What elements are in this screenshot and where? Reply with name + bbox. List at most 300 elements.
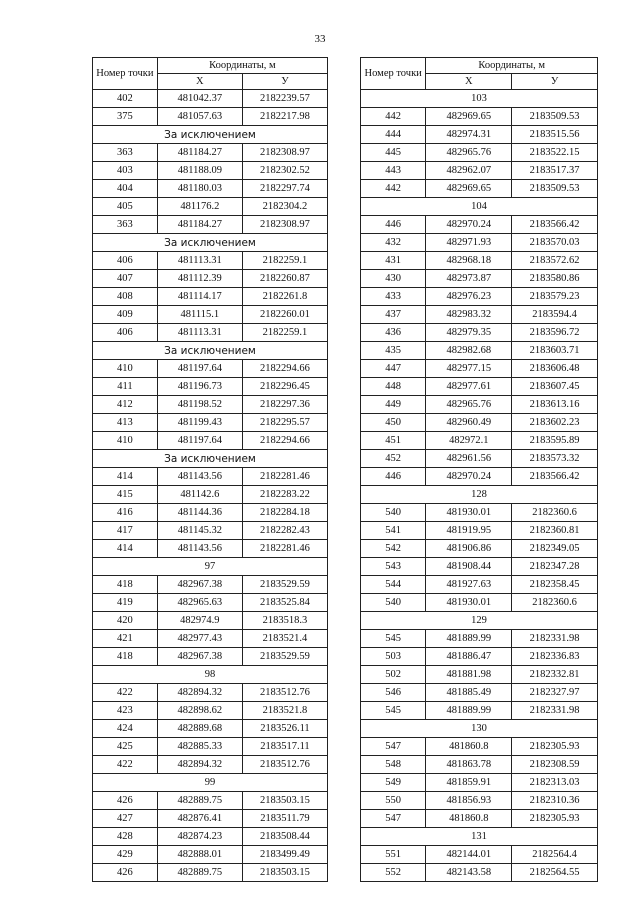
point-number-cell: 442: [361, 180, 426, 198]
section-label: 97: [93, 558, 328, 576]
table-row: [361, 288, 598, 306]
table-row: [361, 432, 598, 450]
x-coordinate-cell: 482876.41: [157, 810, 242, 828]
y-coordinate-cell: 2182310.36: [512, 792, 598, 810]
table-row: [93, 684, 328, 702]
y-coordinate-cell: 2182304.2: [242, 198, 327, 216]
x-coordinate-cell: 481919.95: [426, 522, 512, 540]
y-coordinate-cell: 2183526.11: [242, 720, 327, 738]
x-coordinate-cell: 481115.1: [157, 306, 242, 324]
page-number: 33: [314, 33, 326, 45]
y-coordinate-cell: 2183566.42: [512, 216, 598, 234]
point-number-cell: 435: [361, 342, 426, 360]
y-coordinate-cell: 2183570.03: [512, 234, 598, 252]
point-number-cell: 421: [93, 630, 158, 648]
table-row: [361, 360, 598, 378]
table-row: [361, 162, 598, 180]
x-coordinate-cell: 481930.01: [426, 504, 512, 522]
point-number-cell: 540: [361, 504, 426, 522]
point-number-cell: 413: [93, 414, 158, 432]
section-label: 130: [361, 720, 598, 738]
x-coordinate-cell: 481113.31: [157, 324, 242, 342]
point-number-cell: 446: [361, 468, 426, 486]
y-coordinate-cell: 2183606.48: [512, 360, 598, 378]
table-row: [361, 684, 598, 702]
point-number-cell: 436: [361, 324, 426, 342]
point-number-cell: 540: [361, 594, 426, 612]
x-coordinate-cell: 481860.8: [426, 738, 512, 756]
table-row: [93, 270, 328, 288]
y-coordinate-cell: 2183522.15: [512, 144, 598, 162]
y-coordinate-cell: 2182349.05: [512, 540, 598, 558]
y-coordinate-cell: 2182308.97: [242, 216, 327, 234]
y-coordinate-cell: 2183529.59: [242, 576, 327, 594]
x-coordinate-cell: 481143.56: [157, 468, 242, 486]
x-coordinate-cell: 481142.6: [157, 486, 242, 504]
table-row: [93, 486, 328, 504]
table-row: [361, 756, 598, 774]
table-row: [93, 594, 328, 612]
y-coordinate-cell: 2183579.23: [512, 288, 598, 306]
x-coordinate-cell: 481881.98: [426, 666, 512, 684]
x-coordinate-cell: 482976.23: [426, 288, 512, 306]
table-row: [93, 306, 328, 324]
table-row: [93, 144, 328, 162]
y-coordinate-cell: 2183499.49: [242, 846, 327, 864]
x-coordinate-cell: 482977.43: [157, 630, 242, 648]
table-row: [93, 252, 328, 270]
x-coordinate-cell: 482977.61: [426, 378, 512, 396]
y-coordinate-cell: 2183596.72: [512, 324, 598, 342]
y-coordinate-cell: 2182331.98: [512, 702, 598, 720]
x-coordinate-cell: 482965.76: [426, 396, 512, 414]
point-number-cell: 407: [93, 270, 158, 288]
table-row: [361, 576, 598, 594]
x-coordinate-cell: 481176.2: [157, 198, 242, 216]
point-number-cell: 551: [361, 846, 426, 864]
y-coordinate-cell: 2182295.57: [242, 414, 327, 432]
y-coordinate-cell: 2182305.93: [512, 738, 598, 756]
table-row: [361, 594, 598, 612]
y-coordinate-cell: 2183511.79: [242, 810, 327, 828]
point-number-cell: 448: [361, 378, 426, 396]
y-coordinate-cell: 2182260.87: [242, 270, 327, 288]
section-row: [93, 558, 328, 576]
point-number-cell: 446: [361, 216, 426, 234]
y-coordinate-cell: 2182336.83: [512, 648, 598, 666]
point-number-cell: 549: [361, 774, 426, 792]
x-column-header: X: [157, 74, 242, 90]
y-coordinate-cell: 2182327.97: [512, 684, 598, 702]
point-number-cell: 547: [361, 738, 426, 756]
table-row: [93, 810, 328, 828]
table-row: [361, 450, 598, 468]
y-coordinate-cell: 2183566.42: [512, 468, 598, 486]
table-row: [93, 108, 328, 126]
point-number-cell: 449: [361, 396, 426, 414]
point-number-cell: 431: [361, 252, 426, 270]
x-coordinate-cell: 482885.33: [157, 738, 242, 756]
table-row: [361, 414, 598, 432]
point-number-cell: 425: [93, 738, 158, 756]
table-row: [361, 810, 598, 828]
y-coordinate-cell: 2182308.59: [512, 756, 598, 774]
y-coordinate-cell: 2183580.86: [512, 270, 598, 288]
table-row: [93, 702, 328, 720]
section-row: [93, 234, 328, 252]
y-coordinate-cell: 2182360.81: [512, 522, 598, 540]
table-row: [93, 576, 328, 594]
y-coordinate-cell: 2183512.76: [242, 684, 327, 702]
section-row: [361, 828, 598, 846]
table-row: [93, 756, 328, 774]
section-row: [361, 486, 598, 504]
x-coordinate-cell: 481906.86: [426, 540, 512, 558]
y-coordinate-cell: 2182260.01: [242, 306, 327, 324]
y-coordinate-cell: 2182281.46: [242, 468, 327, 486]
point-number-cell: 417: [93, 522, 158, 540]
y-coordinate-cell: 2183517.37: [512, 162, 598, 180]
x-coordinate-cell: 481113.31: [157, 252, 242, 270]
point-number-cell: 503: [361, 648, 426, 666]
y-coordinate-cell: 2182297.74: [242, 180, 327, 198]
x-coordinate-cell: 482977.15: [426, 360, 512, 378]
y-coordinate-cell: 2182239.57: [242, 90, 327, 108]
point-number-cell: 543: [361, 558, 426, 576]
x-coordinate-cell: 482894.32: [157, 684, 242, 702]
y-coordinate-cell: 2183573.32: [512, 450, 598, 468]
y-coordinate-cell: 2182302.52: [242, 162, 327, 180]
x-coordinate-cell: 482898.62: [157, 702, 242, 720]
point-number-cell: 546: [361, 684, 426, 702]
y-coordinate-cell: 2182360.6: [512, 594, 598, 612]
y-coordinate-cell: 2182217.98: [242, 108, 327, 126]
point-number-cell: 422: [93, 756, 158, 774]
y-coordinate-cell: 2183607.45: [512, 378, 598, 396]
table-row: [361, 306, 598, 324]
x-coordinate-cell: 481199.43: [157, 414, 242, 432]
coordinates-table-right: [360, 57, 598, 882]
point-number-cell: 408: [93, 288, 158, 306]
x-coordinate-cell: 482965.76: [426, 144, 512, 162]
x-coordinate-cell: 482968.18: [426, 252, 512, 270]
section-row: [361, 90, 598, 108]
coordinates-table-left: [92, 57, 328, 882]
y-coordinate-cell: 2182347.28: [512, 558, 598, 576]
y-coordinate-cell: 2182259.1: [242, 252, 327, 270]
table-row: [361, 342, 598, 360]
table-row: [93, 864, 328, 882]
table-row: [361, 558, 598, 576]
y-coordinate-cell: 2182564.4: [512, 846, 598, 864]
table-row: [93, 216, 328, 234]
point-number-cell: 451: [361, 432, 426, 450]
point-number-cell: 422: [93, 684, 158, 702]
table-row: [361, 738, 598, 756]
x-coordinate-cell: 481860.8: [426, 810, 512, 828]
point-number-cell: 412: [93, 396, 158, 414]
x-coordinate-cell: 481908.44: [426, 558, 512, 576]
x-coordinate-cell: 481856.93: [426, 792, 512, 810]
y-coordinate-cell: 2182313.03: [512, 774, 598, 792]
table-row: [93, 828, 328, 846]
section-row: [93, 342, 328, 360]
y-coordinate-cell: 2183508.44: [242, 828, 327, 846]
y-column-header: У: [512, 74, 598, 90]
table-row: [361, 216, 598, 234]
point-number-cell: 433: [361, 288, 426, 306]
x-coordinate-cell: 482972.1: [426, 432, 512, 450]
section-row: [93, 126, 328, 144]
x-coordinate-cell: 481930.01: [426, 594, 512, 612]
x-coordinate-cell: 481057.63: [157, 108, 242, 126]
x-coordinate-cell: 482965.63: [157, 594, 242, 612]
x-coordinate-cell: 482979.35: [426, 324, 512, 342]
x-coordinate-cell: 481927.63: [426, 576, 512, 594]
point-number-cell: 443: [361, 162, 426, 180]
y-coordinate-cell: 2182294.66: [242, 432, 327, 450]
point-number-cell: 402: [93, 90, 158, 108]
y-coordinate-cell: 2183521.8: [242, 702, 327, 720]
table-row: [93, 504, 328, 522]
x-coordinate-cell: 481863.78: [426, 756, 512, 774]
table-row: [93, 522, 328, 540]
y-coordinate-cell: 2182282.43: [242, 522, 327, 540]
table-row: [93, 378, 328, 396]
x-coordinate-cell: 482970.24: [426, 216, 512, 234]
section-label: За исключением: [93, 342, 328, 360]
table-row: [93, 288, 328, 306]
point-number-cell: 419: [93, 594, 158, 612]
point-number-cell: 547: [361, 810, 426, 828]
table-row: [93, 414, 328, 432]
x-coordinate-cell: 482969.65: [426, 180, 512, 198]
table-row: [361, 666, 598, 684]
x-coordinate-cell: 481885.49: [426, 684, 512, 702]
point-number-cell: 432: [361, 234, 426, 252]
table-row: [361, 702, 598, 720]
point-number-cell: 452: [361, 450, 426, 468]
section-label: За исключением: [93, 126, 328, 144]
y-coordinate-cell: 2183525.84: [242, 594, 327, 612]
point-number-cell: 406: [93, 252, 158, 270]
section-label: 131: [361, 828, 598, 846]
x-coordinate-cell: 481114.17: [157, 288, 242, 306]
x-coordinate-cell: 481859.91: [426, 774, 512, 792]
y-coordinate-cell: 2182259.1: [242, 324, 327, 342]
point-number-cell: 427: [93, 810, 158, 828]
point-number-cell: 502: [361, 666, 426, 684]
y-coordinate-cell: 2183509.53: [512, 108, 598, 126]
y-coordinate-cell: 2183613.16: [512, 396, 598, 414]
x-coordinate-cell: 482143.58: [426, 864, 512, 882]
section-label: 128: [361, 486, 598, 504]
y-coordinate-cell: 2182294.66: [242, 360, 327, 378]
table-row: [93, 198, 328, 216]
point-number-cell: 406: [93, 324, 158, 342]
point-number-cell: 375: [93, 108, 158, 126]
x-coordinate-cell: 481145.32: [157, 522, 242, 540]
point-number-cell: 426: [93, 792, 158, 810]
y-coordinate-cell: 2182358.45: [512, 576, 598, 594]
point-number-cell: 548: [361, 756, 426, 774]
point-number-cell: 424: [93, 720, 158, 738]
x-coordinate-cell: 481886.47: [426, 648, 512, 666]
table-row: [361, 468, 598, 486]
table-row: [93, 846, 328, 864]
table-row: [93, 432, 328, 450]
x-coordinate-cell: 482961.56: [426, 450, 512, 468]
table-row: [93, 648, 328, 666]
x-coordinate-cell: 481197.64: [157, 360, 242, 378]
y-coordinate-cell: 2183595.89: [512, 432, 598, 450]
table-row: [361, 396, 598, 414]
x-coordinate-cell: 481198.52: [157, 396, 242, 414]
x-coordinate-cell: 482874.23: [157, 828, 242, 846]
point-number-cell: 423: [93, 702, 158, 720]
x-coordinate-cell: 482888.01: [157, 846, 242, 864]
table-row: [93, 180, 328, 198]
y-coordinate-cell: 2182332.81: [512, 666, 598, 684]
point-number-cell: 442: [361, 108, 426, 126]
y-coordinate-cell: 2182283.22: [242, 486, 327, 504]
x-coordinate-cell: 482889.75: [157, 864, 242, 882]
x-coordinate-cell: 482894.32: [157, 756, 242, 774]
x-coordinate-cell: 481184.27: [157, 144, 242, 162]
x-coordinate-cell: 481112.39: [157, 270, 242, 288]
point-number-cell: 410: [93, 360, 158, 378]
table-row: [93, 612, 328, 630]
x-coordinate-cell: 482969.65: [426, 108, 512, 126]
x-coordinate-cell: 481143.56: [157, 540, 242, 558]
point-number-cell: 363: [93, 144, 158, 162]
y-coordinate-cell: 2183602.23: [512, 414, 598, 432]
y-coordinate-cell: 2183517.11: [242, 738, 327, 756]
table-row: [93, 360, 328, 378]
table-row: [361, 378, 598, 396]
y-coordinate-cell: 2183515.56: [512, 126, 598, 144]
x-coordinate-cell: 482973.87: [426, 270, 512, 288]
table-row: [93, 90, 328, 108]
x-coordinate-cell: 482967.38: [157, 648, 242, 666]
table-row: [361, 792, 598, 810]
x-coordinate-cell: 481180.03: [157, 180, 242, 198]
section-label: За исключением: [93, 234, 328, 252]
point-number-cell: 428: [93, 828, 158, 846]
coordinates-header: Координаты, м: [157, 58, 327, 74]
point-number-header: Номер точки: [93, 58, 158, 90]
y-coordinate-cell: 2182261.8: [242, 288, 327, 306]
y-coordinate-cell: 2182281.46: [242, 540, 327, 558]
point-number-cell: 414: [93, 540, 158, 558]
point-number-cell: 405: [93, 198, 158, 216]
y-coordinate-cell: 2182284.18: [242, 504, 327, 522]
x-coordinate-cell: 481144.36: [157, 504, 242, 522]
y-coordinate-cell: 2182297.36: [242, 396, 327, 414]
point-number-cell: 437: [361, 306, 426, 324]
table-row: [361, 846, 598, 864]
point-number-cell: 403: [93, 162, 158, 180]
y-coordinate-cell: 2183509.53: [512, 180, 598, 198]
point-number-cell: 415: [93, 486, 158, 504]
x-coordinate-cell: 482967.38: [157, 576, 242, 594]
table-body: [361, 90, 598, 882]
table-row: [361, 540, 598, 558]
point-number-cell: 450: [361, 414, 426, 432]
y-coordinate-cell: 2182331.98: [512, 630, 598, 648]
point-number-cell: 363: [93, 216, 158, 234]
section-row: [93, 774, 328, 792]
x-coordinate-cell: 482982.68: [426, 342, 512, 360]
x-coordinate-cell: 481197.64: [157, 432, 242, 450]
point-number-cell: 404: [93, 180, 158, 198]
point-number-cell: 418: [93, 576, 158, 594]
table-row: [93, 738, 328, 756]
point-number-cell: 420: [93, 612, 158, 630]
y-coordinate-cell: 2182564.55: [512, 864, 598, 882]
table-row: [361, 630, 598, 648]
section-label: 98: [93, 666, 328, 684]
point-number-cell: 418: [93, 648, 158, 666]
table-row: [93, 540, 328, 558]
point-number-cell: 545: [361, 702, 426, 720]
table-row: [361, 324, 598, 342]
x-coordinate-cell: 482974.31: [426, 126, 512, 144]
x-coordinate-cell: 482974.9: [157, 612, 242, 630]
y-coordinate-cell: 2183529.59: [242, 648, 327, 666]
point-number-cell: 445: [361, 144, 426, 162]
x-coordinate-cell: 481889.99: [426, 702, 512, 720]
y-coordinate-cell: 2182305.93: [512, 810, 598, 828]
point-number-cell: 541: [361, 522, 426, 540]
table-row: [361, 180, 598, 198]
y-coordinate-cell: 2182360.6: [512, 504, 598, 522]
point-number-cell: 410: [93, 432, 158, 450]
table-row: [93, 468, 328, 486]
y-coordinate-cell: 2183603.71: [512, 342, 598, 360]
y-coordinate-cell: 2182296.45: [242, 378, 327, 396]
section-row: [93, 666, 328, 684]
table-row: [361, 126, 598, 144]
section-label: 129: [361, 612, 598, 630]
point-number-cell: 426: [93, 864, 158, 882]
point-number-cell: 429: [93, 846, 158, 864]
table-row: [93, 162, 328, 180]
point-number-cell: 414: [93, 468, 158, 486]
section-row: [361, 720, 598, 738]
point-number-cell: 545: [361, 630, 426, 648]
y-coordinate-cell: 2183518.3: [242, 612, 327, 630]
point-number-cell: 416: [93, 504, 158, 522]
x-coordinate-cell: 481188.09: [157, 162, 242, 180]
y-coordinate-cell: 2182308.97: [242, 144, 327, 162]
table-row: [361, 504, 598, 522]
point-number-cell: 444: [361, 126, 426, 144]
section-row: [93, 450, 328, 468]
x-coordinate-cell: 481184.27: [157, 216, 242, 234]
table-row: [361, 864, 598, 882]
point-number-cell: 430: [361, 270, 426, 288]
table-body: [93, 90, 328, 882]
point-number-cell: 411: [93, 378, 158, 396]
x-coordinate-cell: 482144.01: [426, 846, 512, 864]
point-number-cell: 409: [93, 306, 158, 324]
y-coordinate-cell: 2183503.15: [242, 792, 327, 810]
y-column-header: У: [242, 74, 327, 90]
x-column-header: X: [426, 74, 512, 90]
point-number-cell: 552: [361, 864, 426, 882]
table-row: [361, 648, 598, 666]
